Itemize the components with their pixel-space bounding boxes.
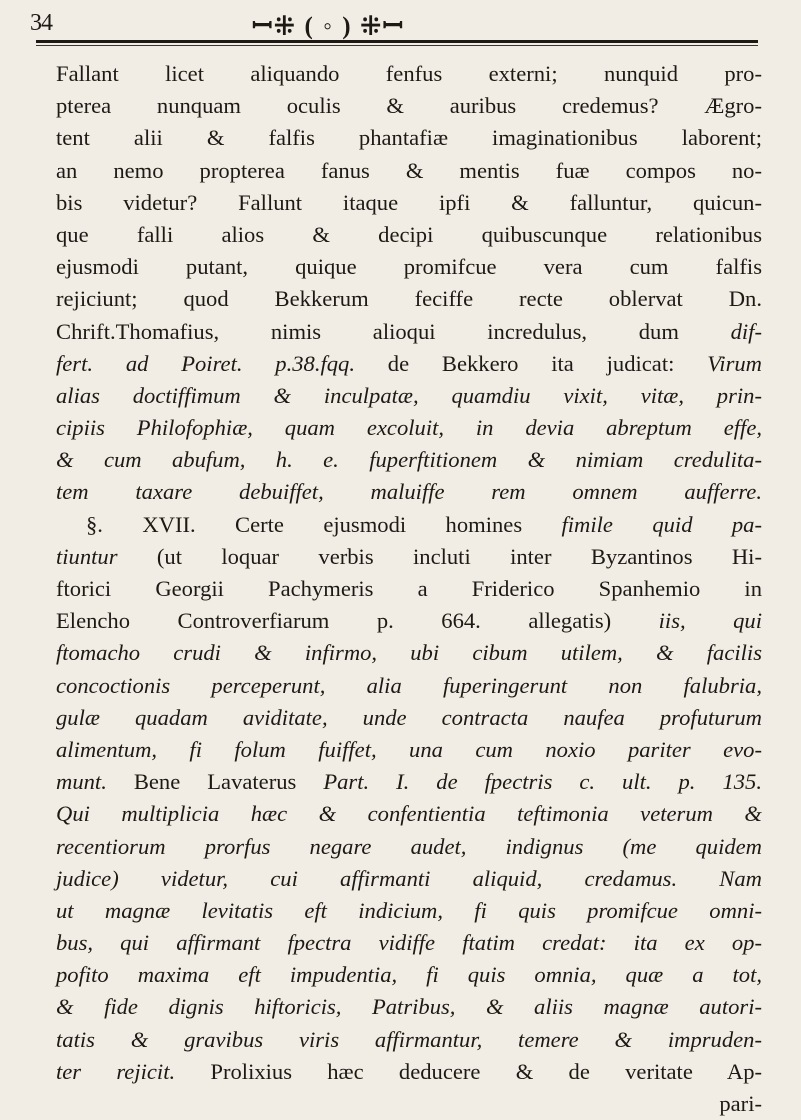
text-line <box>56 444 762 476</box>
text-line <box>56 991 762 1023</box>
text-line <box>56 798 762 830</box>
italic-text: alias doctiffimum & inculpatæ, quamdiu vixit, vitæ, prin- <box>56 382 762 408</box>
italic-text: tiuntur <box>56 543 118 569</box>
roman-text: de Bekkero ita judicat: <box>355 350 708 376</box>
header-ornament: ꟷ⁜ ( ◦ ) ⁜ꟷ <box>252 13 406 40</box>
text-line <box>56 1088 762 1120</box>
header-rule-thin <box>36 45 758 46</box>
italic-text: Part. I. de fpectris c. ult. p. 135. <box>323 769 762 795</box>
text-line <box>56 702 762 734</box>
roman-text: Bene Lavaterus <box>106 769 324 795</box>
roman-text: ejusmodi putant, quique promifcue vera cum falfis <box>56 254 762 280</box>
text-line <box>56 605 762 637</box>
italic-text: Virum <box>707 350 762 376</box>
text-line <box>56 316 762 348</box>
roman-text: Chrift.Thomafius, nimis alioqui incredulus, dum <box>56 318 731 344</box>
page-number: 34 <box>30 10 52 36</box>
text-line <box>56 734 762 766</box>
roman-text: pari- <box>719 1091 762 1116</box>
text-line <box>56 58 762 90</box>
roman-text: an nemo propterea fanus & mentis fuæ compos no- <box>56 157 762 183</box>
text-line <box>56 927 762 959</box>
italic-text: dif- <box>730 318 762 344</box>
header-rule <box>36 40 758 43</box>
text-line <box>56 412 762 444</box>
roman-text: (ut loquar verbis incluti inter Byzantinos Hi- <box>117 543 762 569</box>
text-line <box>56 766 762 798</box>
italic-text: gulæ quadam aviditate, unde contracta naufea profuturum <box>56 704 762 730</box>
italic-text: & fide dignis hiftoricis, Patribus, & aliis magnæ autori- <box>56 994 762 1020</box>
italic-text: alimentum, fi folum fuiffet, una cum noxio pariter evo- <box>56 736 762 762</box>
text-line <box>56 155 762 187</box>
roman-text: que falli alios & decipi quibuscunque relationibus <box>56 221 762 247</box>
italic-text: Qui multiplicia hæc & confentientia teftimonia veterum & <box>56 801 762 827</box>
italic-text: ut magnæ levitatis eft indicium, fi quis promifcue omni- <box>56 897 762 923</box>
text-line <box>56 637 762 669</box>
italic-text: cipiis Philofophiæ, quam excoluit, in devia abreptum effe, <box>56 415 762 441</box>
roman-text: Prolixius hæc deducere & de veritate Ap- <box>175 1058 763 1084</box>
text-line <box>56 187 762 219</box>
text-line <box>56 670 762 702</box>
text-line <box>56 283 762 315</box>
text-line <box>56 541 762 573</box>
text-line <box>56 863 762 895</box>
text-line <box>56 831 762 863</box>
text-line <box>56 348 762 380</box>
italic-text: tem taxare debuiffet, maluiffe rem omnem aufferre. <box>56 479 762 505</box>
body-text <box>56 58 762 1120</box>
italic-text: ter rejicit. <box>56 1058 176 1084</box>
text-line <box>56 476 762 508</box>
italic-text: fert. ad Poiret. p.38.fqq. <box>56 350 355 376</box>
italic-text: judice) videtur, cui affirmanti aliquid, credamus. Nam <box>56 865 762 891</box>
text-line <box>56 380 762 412</box>
roman-text: bis videtur? Fallunt itaque ipfi & falluntur, quicun- <box>56 189 762 215</box>
roman-text: pterea nunquam oculis & auribus credemus? Ægro- <box>56 93 762 119</box>
page-header <box>30 6 760 46</box>
text-line <box>56 1056 762 1088</box>
text-line <box>56 251 762 283</box>
italic-text: bus, qui affirmant fpectra vidiffe ftatim credat: ita ex op- <box>56 930 762 956</box>
italic-text: iis, qui <box>658 608 763 634</box>
text-line <box>56 509 762 541</box>
italic-text: tatis & gravibus viris affirmantur, temere & impruden- <box>56 1026 762 1052</box>
italic-text: pofito maxima eft impudentia, fi quis omnia, quæ a tot, <box>56 962 762 988</box>
roman-text: Elencho Controverfiarum p. 664. allegatis) <box>56 608 659 634</box>
text-line <box>56 90 762 122</box>
text-line <box>56 895 762 927</box>
italic-text: recentiorum prorfus negare audet, indignus (me quidem <box>56 833 762 859</box>
roman-text: Fallant licet aliquando fenfus externi; nunquid pro- <box>56 61 762 86</box>
italic-text: & cum abufum, h. e. fuperftitionem & nimiam credulita- <box>56 447 762 473</box>
roman-text: §. XVII. Certe ejusmodi homines <box>86 511 562 537</box>
italic-text: concoctionis perceperunt, alia fuperingerunt non falubria, <box>56 672 762 698</box>
text-line <box>56 1024 762 1056</box>
italic-text: ftomacho crudi & infirmo, ubi cibum utilem, & facilis <box>56 640 762 666</box>
roman-text: ftorici Georgii Pachymeris a Friderico Spanhemio in <box>56 576 762 601</box>
roman-text: rejiciunt; quod Bekkerum feciffe recte oblervat Dn. <box>56 286 762 312</box>
italic-text: fimile quid pa- <box>561 511 762 537</box>
text-line <box>56 219 762 251</box>
text-line <box>56 959 762 991</box>
text-line <box>56 573 762 605</box>
italic-text: munt. <box>56 769 107 795</box>
roman-text: tent alii & falfis phantafiæ imaginationibus laborent; <box>56 125 762 151</box>
text-line <box>56 122 762 154</box>
